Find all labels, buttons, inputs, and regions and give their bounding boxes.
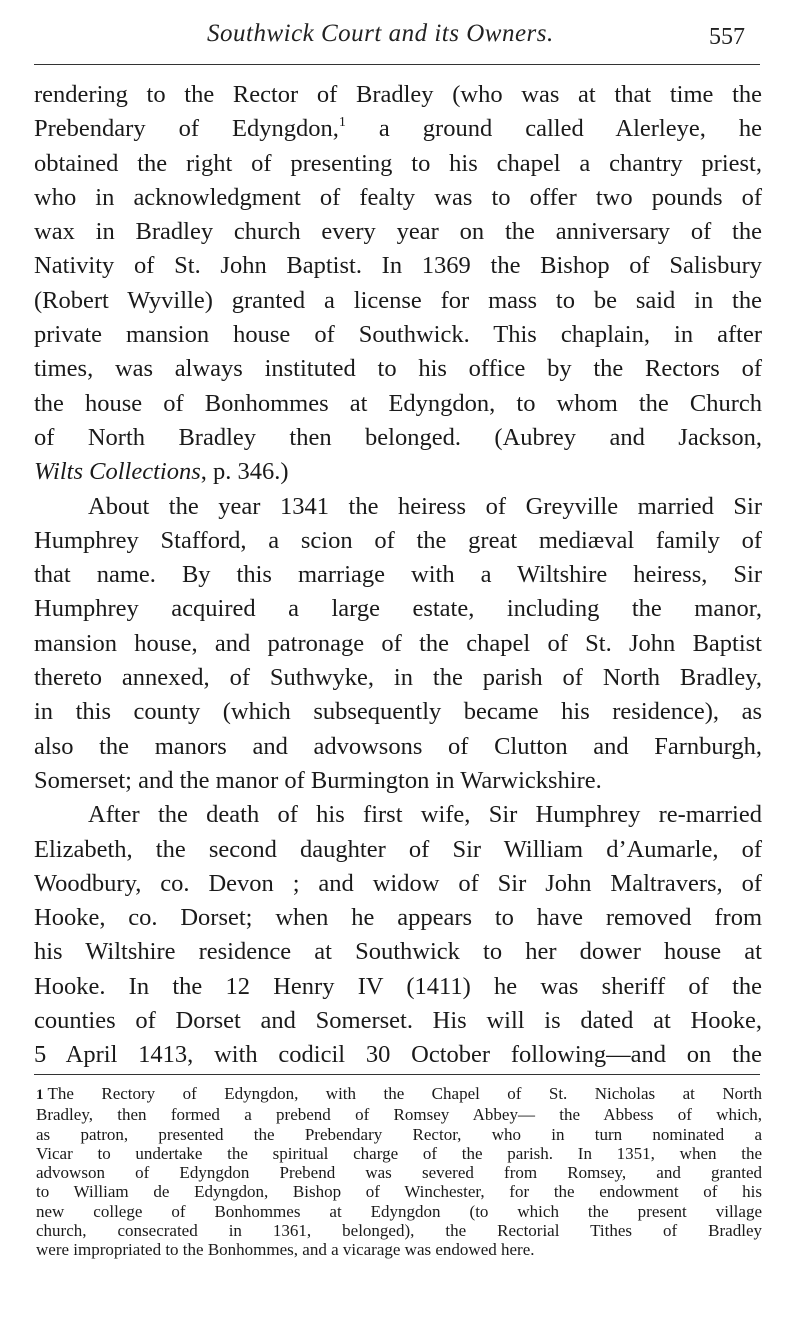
text-fragment: a ground called Alerleye, he bbox=[345, 115, 762, 143]
text-line: wax in Bradley church every year on the anniversary of the bbox=[34, 218, 762, 246]
text-line: Somerset; and the manor of Burmington in Warwickshire. bbox=[34, 766, 602, 794]
text-line: Woodbury, co. Devon ; and widow of Sir John Maltravers, of bbox=[34, 869, 762, 897]
text-line: his Wiltshire residence at Southwick to her dower house at bbox=[34, 938, 762, 966]
text-line: counties of Dorset and Somerset. His will is dated at Hooke, bbox=[34, 1007, 762, 1035]
text-line: Nativity of St. John Baptist. In 1369 the Bishop of Salisbury bbox=[34, 252, 762, 280]
footnote-line: advowson of Edyngdon Prebend was severed from Romsey, and granted bbox=[36, 1163, 762, 1183]
text-line: in this county (which subsequently became his residence), as bbox=[34, 698, 762, 726]
paragraph-2 bbox=[34, 490, 762, 799]
page-header bbox=[0, 14, 800, 54]
text-line: who in acknowledgment of fealty was to offer two pounds of bbox=[34, 183, 762, 211]
footnote-rule bbox=[34, 1074, 760, 1075]
footnote-line: new college of Bonhommes at Edyngdon (to which the present village bbox=[36, 1201, 762, 1221]
running-title: Southwick Court and its Owners. bbox=[207, 20, 554, 47]
book-title-citation: Wilts Collections bbox=[34, 458, 201, 486]
text-line: private mansion house of Southwick. This chaplain, in after bbox=[34, 321, 762, 349]
page-number: 557 bbox=[709, 24, 745, 50]
text-line: Elizabeth, the second daughter of Sir William d’Aumarle, of bbox=[34, 835, 762, 863]
footnote-line: were impropriated to the Bonhommes, and a vicarage was endowed here. bbox=[36, 1240, 535, 1260]
footnote-line: church, consecrated in 1361, belonged), the Rectorial Tithes of Bradley bbox=[36, 1221, 762, 1241]
footnote-line: to William de Edyngdon, Bishop of Winchester, for the endowment of his bbox=[36, 1182, 762, 1202]
header-rule bbox=[34, 64, 760, 65]
paragraph-1 bbox=[34, 78, 762, 490]
text-line: obtained the right of presenting to his chapel a chantry priest, bbox=[34, 149, 762, 177]
text-line: Humphrey Stafford, a scion of the great mediæval family of bbox=[34, 526, 762, 554]
text-line: mansion house, and patronage of the chapel of St. John Baptist bbox=[34, 629, 762, 657]
text-line: Hooke, co. Dorset; when he appears to have removed from bbox=[34, 904, 762, 932]
text-line: that name. By this marriage with a Wiltshire heiress, Sir bbox=[34, 561, 762, 589]
footnote-line: Vicar to undertake the spiritual charge of the parish. In 1351, when the bbox=[36, 1143, 762, 1163]
text-fragment: , p. 346.) bbox=[200, 458, 289, 486]
text-line: 5 April 1413, with codicil 30 October following—and on the bbox=[34, 1041, 762, 1069]
footnote-line bbox=[36, 1084, 762, 1105]
text-line: Hooke. In the 12 Henry IV (1411) he was sheriff of the bbox=[34, 972, 762, 1000]
text-line: Humphrey acquired a large estate, including the manor, bbox=[34, 595, 762, 623]
footnote-line: Bradley, then formed a prebend of Romsey Abbey— the Abbess of which, bbox=[36, 1105, 762, 1125]
text-line: also the manors and advowsons of Clutton and Farnburgh, bbox=[34, 732, 762, 760]
text-line: rendering to the Rector of Bradley (who was at that time the bbox=[34, 81, 762, 108]
footnote bbox=[36, 1084, 762, 1260]
text-line: (Robert Wyville) granted a license for mass to be said in the bbox=[34, 286, 762, 314]
footnote-reference: 1 bbox=[338, 115, 346, 131]
footnote-marker: 1 bbox=[36, 1087, 44, 1103]
text-fragment: The Rectory of Edyngdon, with the Chapel of St. Nicholas at North bbox=[47, 1084, 762, 1103]
text-line: After the death of his first wife, Sir Humphrey re-married bbox=[88, 801, 762, 829]
paragraph-3 bbox=[34, 798, 762, 1072]
text-line bbox=[34, 112, 762, 146]
body-text bbox=[34, 78, 762, 1073]
text-line: of North Bradley then belonged. (Aubrey and Jackson, bbox=[34, 423, 762, 451]
text-line bbox=[34, 455, 762, 489]
text-line: thereto annexed, of Suthwyke, in the parish of North Bradley, bbox=[34, 664, 762, 692]
footnote-line: as patron, presented the Prebendary Rector, who in turn nominated a bbox=[36, 1124, 762, 1144]
text-line: the house of Bonhommes at Edyngdon, to whom the Church bbox=[34, 389, 762, 417]
text-line: About the year 1341 the heiress of Greyville married Sir bbox=[88, 492, 762, 520]
text-fragment: Prebendary of Edyngdon, bbox=[34, 115, 339, 143]
text-line: times, was always instituted to his office by the Rectors of bbox=[34, 355, 762, 383]
